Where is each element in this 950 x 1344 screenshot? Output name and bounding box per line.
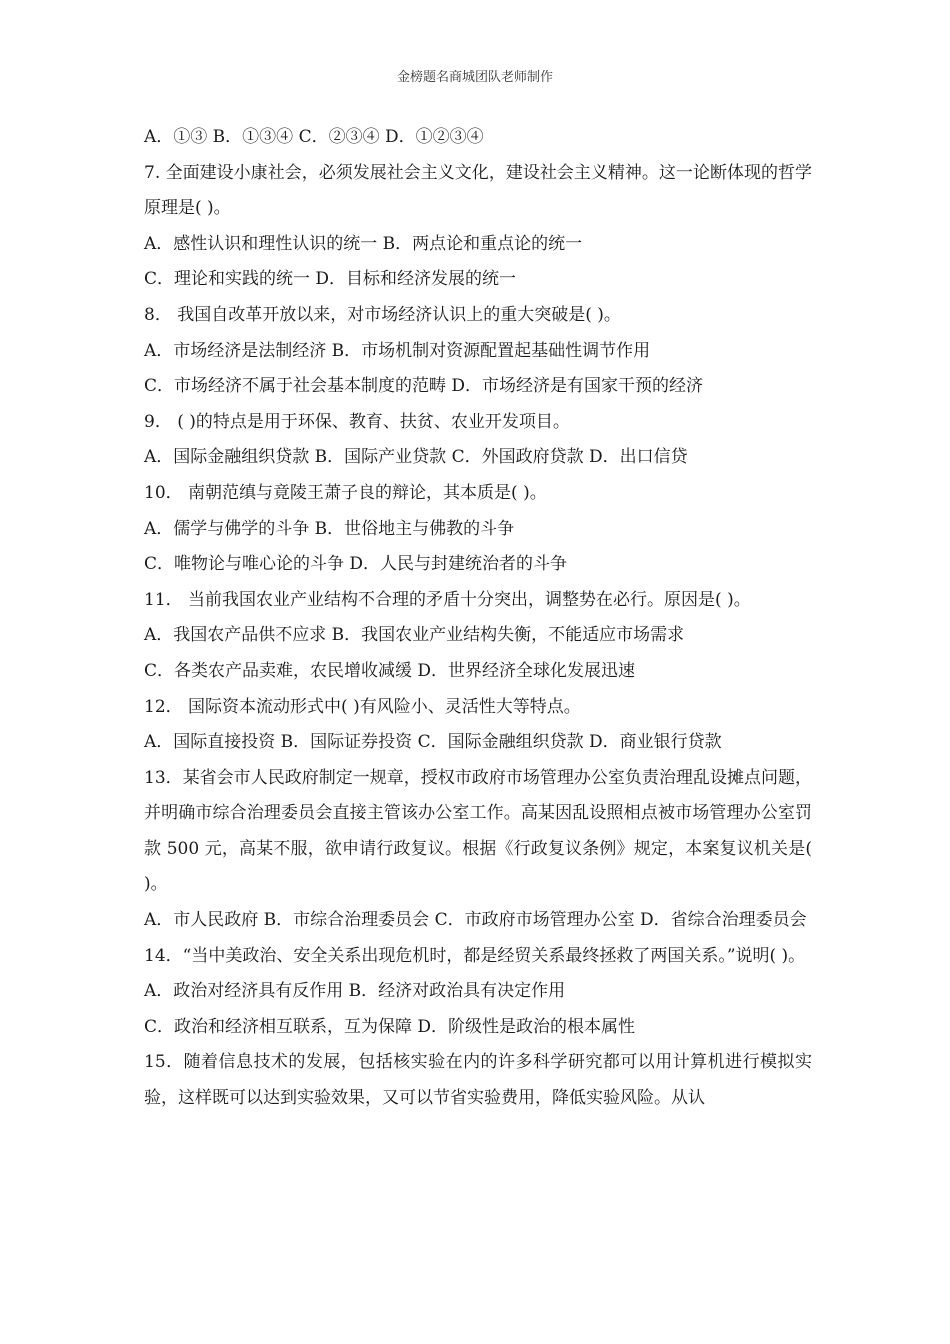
question-11: 11． 当前我国农业产业结构不合理的矛盾十分突出，调整势在必行。原因是( )。 [144, 589, 751, 610]
question-14: 14．“当中美政治、安全关系出现危机时，都是经贸关系最终拯救了两国关系。”说明( )。 [144, 945, 806, 966]
question-8: 8． 我国自改革开放以来，对市场经济认识上的重大突破是( )。 [144, 304, 621, 325]
options-q9: A．国际金融组织贷款 B．国际产业贷款 C．外国政府贷款 D．出口信贷 [144, 447, 688, 468]
question-10: 10． 南朝范缜与竟陵王萧子良的辩论，其本质是( )。 [144, 482, 547, 503]
question-9: 9． ( )的特点是用于环保、教育、扶贫、农业开发项目。 [144, 411, 570, 432]
question-7: 7. 全面建设小康社会，必须发展社会主义文化，建设社会主义精神。这一论断体现的哲学原理是( )。 [144, 162, 812, 219]
options-q14-cd: C．政治和经济相互联系，互为保障 D．阶级性是政治的根本属性 [144, 1016, 636, 1037]
options-q11-ab: A．我国农产品供不应求 B．我国农业产业结构失衡，不能适应市场需求 [144, 625, 685, 646]
options-q7-ab: A．感性认识和理性认识的统一 B．两点论和重点论的统一 [144, 233, 583, 254]
options-q6: A．①③ B．①③④ C．②③④ D．①②③④ [144, 127, 484, 147]
options-q8-cd: C．市场经济不属于社会基本制度的范畴 D．市场经济是有国家干预的经济 [144, 376, 704, 397]
options-q10-ab: A．儒学与佛学的斗争 B．世俗地主与佛教的斗争 [144, 518, 515, 539]
options-q12: A．国际直接投资 B．国际证券投资 C．国际金融组织贷款 D．商业银行贷款 [144, 732, 722, 753]
options-q10-cd: C．唯物论与唯心论的斗争 D．人民与封建统治者的斗争 [144, 554, 568, 575]
question-15: 15．随着信息技术的发展，包括核实验在内的许多科学研究都可以用计算机进行模拟实验，这样既可以达到实验效果，又可以节省实验费用，降低实验风险。从认 [144, 1052, 812, 1109]
options-q11-cd: C．各类农产品卖难，农民增收减缓 D．世界经济全球化发展迅速 [144, 660, 636, 681]
document-body [144, 120, 812, 1117]
page-header: 金榜题名商城团队老师制作 [396, 70, 553, 85]
question-13: 13．某省会市人民政府制定一规章，授权市政府市场管理办公室负责治理乱设摊点问题，并明确市综合治理委员会直接主管该办公室工作。高某因乱设照相点被市场管理办公室罚款 500 元，高某不服，欲申请行政复议。根据《行政复议条例》规定，本案复议机关是( )。 [144, 767, 812, 895]
options-q8-ab: A．市场经济是法制经济 B．市场机制对资源配置起基础性调节作用 [144, 340, 651, 361]
options-q13: A．市人民政府 B．市综合治理委员会 C．市政府市场管理办公室 D．省综合治理委员会 [144, 910, 807, 931]
question-12: 12． 国际资本流动形式中( )有风险小、灵活性大等特点。 [144, 696, 581, 717]
options-q7-cd: C．理论和实践的统一 D．目标和经济发展的统一 [144, 269, 517, 290]
options-q14-ab: A．政治对经济具有反作用 B．经济对政治具有决定作用 [144, 981, 566, 1002]
